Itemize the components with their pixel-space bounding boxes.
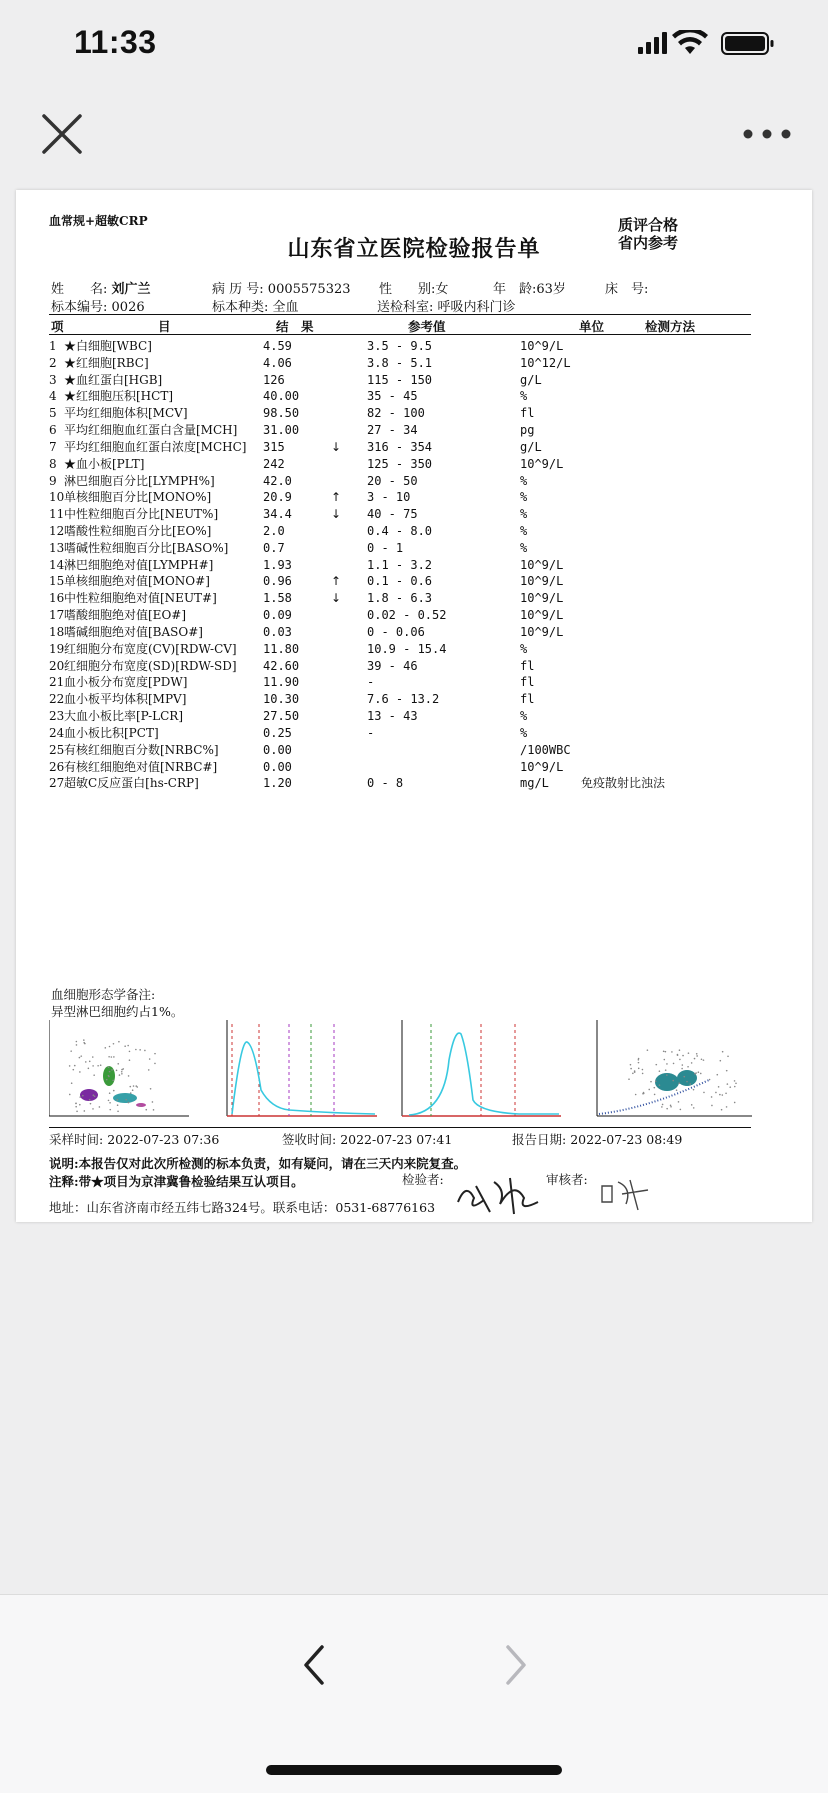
result-row <box>49 456 759 473</box>
histogram-rbc <box>402 1020 561 1116</box>
result-item-name <box>49 691 187 708</box>
result-row <box>49 439 759 456</box>
header-reference: 参考值 <box>408 319 446 334</box>
result-value: 10.30 <box>263 692 300 707</box>
result-item-name <box>49 372 163 389</box>
result-unit: fl <box>520 675 535 690</box>
result-item-number: 7 <box>49 439 57 454</box>
status-icons <box>638 30 788 62</box>
result-item-label: 淋巴细胞百分比[LYMPH%] <box>64 473 215 488</box>
result-item-number: 2 <box>49 355 57 370</box>
cell-histograms <box>49 1020 752 1120</box>
result-item-name <box>49 506 219 523</box>
note-statement: 说明:本报告仅对此次所检测的标本负责，如有疑问，请在三天内来院复查。 <box>49 1156 467 1171</box>
result-item-label: ★血红蛋白[HGB] <box>64 372 163 387</box>
result-item-name <box>49 759 218 776</box>
scattergram-plt <box>597 1020 752 1116</box>
result-unit: 10^9/L <box>520 624 564 639</box>
result-row <box>49 658 759 675</box>
result-item-label: 超敏C反应蛋白[hs-CRP] <box>64 776 199 791</box>
result-item-name <box>49 658 237 675</box>
header-item-a: 项 <box>51 319 64 334</box>
result-row <box>49 742 759 759</box>
result-row <box>49 775 759 792</box>
result-item-number: 22 <box>49 692 65 707</box>
result-item-label: 单核细胞绝对值[MONO#] <box>64 574 210 589</box>
patient-name-field: 姓 名: 刘广兰 <box>51 282 151 297</box>
reference-range: 0 - 8 <box>367 776 404 791</box>
result-item-label: 平均红细胞血红蛋白浓度[MCHC] <box>64 439 247 454</box>
result-value: 27.50 <box>263 709 300 724</box>
result-unit: % <box>520 389 528 404</box>
abnormal-flag: ↓ <box>331 591 342 606</box>
result-item-number: 15 <box>49 574 65 589</box>
report-title: 山东省立医院检验报告单 <box>287 236 541 262</box>
result-unit: % <box>520 524 528 539</box>
inspector-label: 检验者: <box>402 1172 444 1187</box>
result-unit: 10^9/L <box>520 456 564 471</box>
result-item-name <box>49 355 149 372</box>
result-value: 11.90 <box>263 675 300 690</box>
divider <box>49 314 751 315</box>
result-item-label: 血小板平均体积[MPV] <box>64 692 187 707</box>
wifi-icon <box>672 30 708 54</box>
result-item-number: 24 <box>49 725 65 740</box>
result-row <box>49 557 759 574</box>
result-item-label: 嗜碱性粒细胞百分比[BASO%] <box>64 540 229 555</box>
more-options-button[interactable] <box>742 122 792 146</box>
result-value: 0.00 <box>263 742 292 757</box>
result-item-name <box>49 489 212 506</box>
test-method: 免疫散射比浊法 <box>581 776 666 791</box>
age-field: 年 龄:63岁 <box>493 282 566 297</box>
result-value: 0.00 <box>263 759 292 774</box>
result-unit: % <box>520 473 528 488</box>
result-unit: % <box>520 490 528 505</box>
result-item-name <box>49 388 174 405</box>
result-value: 126 <box>263 372 285 387</box>
sample-number-field: 标本编号: 0026 <box>51 300 145 315</box>
result-unit: % <box>520 507 528 522</box>
top-bar <box>0 88 828 188</box>
result-item-name <box>49 473 215 490</box>
patient-name: 刘广兰 <box>111 282 151 297</box>
result-row <box>49 355 759 372</box>
result-unit: /100WBC <box>520 742 571 757</box>
result-row <box>49 422 759 439</box>
result-item-label: ★红细胞[RBC] <box>64 355 149 370</box>
result-item-name <box>49 573 210 590</box>
quality-stamp: 质评合格 省内参考 <box>618 216 679 252</box>
result-item-label: 平均红细胞体积[MCV] <box>64 406 188 421</box>
result-item-name <box>49 742 219 759</box>
chevron-left-icon <box>290 1639 338 1691</box>
receive-time-field: 签收时间: 2022-07-23 07:41 <box>282 1132 453 1147</box>
result-value: 1.20 <box>263 776 292 791</box>
reference-range: 0 - 0.06 <box>367 624 425 639</box>
more-horizontal-icon <box>742 122 792 146</box>
reference-range: 39 - 46 <box>367 658 418 673</box>
result-unit: pg <box>520 423 535 438</box>
result-row <box>49 759 759 776</box>
result-row <box>49 338 759 355</box>
sample-number: 0026 <box>111 300 145 315</box>
scattergram-diff <box>49 1020 189 1116</box>
result-row <box>49 388 759 405</box>
result-row <box>49 405 759 422</box>
lab-report-document <box>16 190 812 1222</box>
result-item-number: 14 <box>49 557 65 572</box>
reference-range: 10.9 - 15.4 <box>367 641 447 656</box>
abnormal-flag: ↓ <box>331 507 342 522</box>
close-button[interactable] <box>36 108 88 160</box>
department: 呼吸内科门诊 <box>437 300 516 315</box>
result-item-label: 淋巴细胞绝对值[LYMPH#] <box>64 557 214 572</box>
result-item-number: 3 <box>49 372 57 387</box>
result-item-number: 17 <box>49 608 65 623</box>
result-item-number: 21 <box>49 675 65 690</box>
result-value: 0.09 <box>263 608 292 623</box>
divider <box>49 334 751 335</box>
reference-range: 35 - 45 <box>367 389 418 404</box>
sample-type: 全血 <box>272 300 299 315</box>
result-item-number: 6 <box>49 423 57 438</box>
result-item-name <box>49 540 229 557</box>
reference-range: 125 - 350 <box>367 456 433 471</box>
abnormal-flag: ↑ <box>331 490 342 505</box>
reference-range: 3 - 10 <box>367 490 411 505</box>
close-icon <box>36 108 88 160</box>
sample-time-field: 采样时间: 2022-07-23 07:36 <box>49 1132 220 1147</box>
result-unit: 10^9/L <box>520 557 564 572</box>
home-indicator[interactable] <box>266 1765 562 1775</box>
result-item-number: 4 <box>49 389 57 404</box>
result-row <box>49 624 759 641</box>
result-unit: fl <box>520 406 535 421</box>
result-value: 34.4 <box>263 507 292 522</box>
status-bar <box>0 0 828 88</box>
result-item-number: 18 <box>49 624 65 639</box>
reference-range: 40 - 75 <box>367 507 418 522</box>
back-button[interactable] <box>290 1639 338 1691</box>
result-item-label: 嗜碱细胞绝对值[BASO#] <box>64 624 203 639</box>
reference-range: 27 - 34 <box>367 423 418 438</box>
result-item-number: 5 <box>49 406 57 421</box>
result-row <box>49 372 759 389</box>
result-item-number: 1 <box>49 339 57 353</box>
result-item-label: 大血小板比率[P-LCR] <box>64 709 184 724</box>
reference-range: 1.1 - 3.2 <box>367 557 433 572</box>
result-row <box>49 506 759 523</box>
result-item-label: 中性粒细胞绝对值[NEUT#] <box>64 591 217 606</box>
result-item-name <box>49 607 187 624</box>
gender-value: 女 <box>435 282 449 297</box>
result-item-name <box>49 775 199 792</box>
abnormal-flag: ↑ <box>331 574 342 589</box>
abnormal-flag: ↓ <box>331 439 342 454</box>
reviewer-label: 审核者: <box>546 1172 588 1187</box>
reference-range: 3.8 - 5.1 <box>367 355 433 370</box>
reference-range: 82 - 100 <box>367 406 425 421</box>
hospital-address: 地址：山东省济南市经五纬七路324号。联系电话：0531-68776163 <box>49 1200 436 1215</box>
result-item-label: 单核细胞百分比[MONO%] <box>64 490 212 505</box>
result-item-name <box>49 624 203 641</box>
result-item-label: 红细胞分布宽度(CV)[RDW-CV] <box>64 641 237 656</box>
result-item-name <box>49 405 188 422</box>
result-unit: 10^9/L <box>520 759 564 774</box>
result-item-label: 平均红细胞血红蛋白含量[MCH] <box>64 423 238 438</box>
reference-range: 1.8 - 6.3 <box>367 591 433 606</box>
result-row <box>49 540 759 557</box>
result-item-number: 16 <box>49 591 65 606</box>
result-value: 0.03 <box>263 624 292 639</box>
result-item-label: 血小板分布宽度[PDW] <box>64 675 188 690</box>
reference-range: 0.02 - 0.52 <box>367 608 447 623</box>
result-unit: fl <box>520 658 535 673</box>
result-value: 40.00 <box>263 389 300 404</box>
reference-range: 0 - 1 <box>367 540 404 555</box>
result-item-number: 25 <box>49 742 65 757</box>
result-value: 20.9 <box>263 490 292 505</box>
result-unit: 10^9/L <box>520 608 564 623</box>
result-value: 1.58 <box>263 591 292 606</box>
remark-text: 异型淋巴细胞约占1%。 <box>51 1004 184 1019</box>
result-item-name <box>49 523 212 540</box>
result-item-number: 27 <box>49 776 65 791</box>
report-date: 2022-07-23 08:49 <box>570 1132 683 1147</box>
result-item-label: ★红细胞压积[HCT] <box>64 389 174 404</box>
result-row <box>49 489 759 506</box>
gender-field: 性 别:女 <box>379 282 449 297</box>
result-unit: g/L <box>520 439 542 454</box>
result-item-label: 血小板比积[PCT] <box>64 725 159 740</box>
result-item-name <box>49 557 214 574</box>
result-unit: mg/L <box>520 776 549 791</box>
result-item-name <box>49 422 238 439</box>
result-value: 1.93 <box>263 557 292 572</box>
result-item-label: 有核红细胞绝对值[NRBC#] <box>64 759 218 774</box>
cellular-signal-icon <box>638 32 667 54</box>
result-value: 31.00 <box>263 423 300 438</box>
result-item-name <box>49 708 184 725</box>
result-value: 4.59 <box>263 339 292 353</box>
header-result: 结 果 <box>276 319 314 334</box>
result-row <box>49 691 759 708</box>
remark-label: 血细胞形态学备注: <box>51 987 156 1002</box>
result-value: 0.7 <box>263 540 285 555</box>
result-row <box>49 590 759 607</box>
result-item-name <box>49 590 217 607</box>
reference-range: 7.6 - 13.2 <box>367 692 440 707</box>
result-value: 11.80 <box>263 641 300 656</box>
result-row <box>49 708 759 725</box>
result-unit: fl <box>520 692 535 707</box>
result-value: 42.60 <box>263 658 300 673</box>
header-method: 检测方法 <box>645 319 696 334</box>
result-row <box>49 473 759 490</box>
reference-range: 20 - 50 <box>367 473 418 488</box>
result-row <box>49 523 759 540</box>
result-item-label: 红细胞分布宽度(SD)[RDW-SD] <box>64 658 237 673</box>
result-value: 0.25 <box>263 725 292 740</box>
sample-time: 2022-07-23 07:36 <box>107 1132 220 1147</box>
reviewer-signature <box>598 1174 658 1214</box>
status-time: 11:33 <box>74 24 157 60</box>
result-item-label: ★白细胞[WBC] <box>64 339 152 353</box>
result-item-number: 23 <box>49 709 65 724</box>
result-unit: 10^9/L <box>520 574 564 589</box>
result-row <box>49 573 759 590</box>
result-item-number: 12 <box>49 524 65 539</box>
result-row <box>49 725 759 742</box>
result-unit: g/L <box>520 372 542 387</box>
result-unit: % <box>520 709 528 724</box>
result-value: 98.50 <box>263 406 300 421</box>
result-item-number: 19 <box>49 641 65 656</box>
reference-range: 0.4 - 8.0 <box>367 524 433 539</box>
bed-field: 床 号: <box>605 282 649 297</box>
sample-type-field: 标本种类: 全血 <box>212 300 299 315</box>
result-value: 42.0 <box>263 473 292 488</box>
receive-time: 2022-07-23 07:41 <box>340 1132 453 1147</box>
result-value: 315 <box>263 439 285 454</box>
divider <box>49 1127 751 1128</box>
reference-range: 316 - 354 <box>367 439 433 454</box>
result-item-name <box>49 725 159 742</box>
reference-range: 115 - 150 <box>367 372 433 387</box>
result-unit: 10^12/L <box>520 355 571 370</box>
note-annotation: 注释:带★项目为京津冀鲁检验结果互认项目。 <box>49 1174 304 1189</box>
result-item-number: 26 <box>49 759 65 774</box>
result-item-name <box>49 338 152 355</box>
result-row <box>49 607 759 624</box>
reference-range: - <box>367 725 375 740</box>
header-unit: 单位 <box>579 319 605 334</box>
result-row <box>49 641 759 658</box>
battery-icon <box>722 33 774 54</box>
result-item-number: 13 <box>49 540 65 555</box>
result-value: 0.96 <box>263 574 292 589</box>
test-type: 血常规+超敏CRP <box>49 214 148 228</box>
result-unit: % <box>520 725 528 740</box>
result-item-label: 嗜酸性粒细胞百分比[EO%] <box>64 524 212 539</box>
reference-range: - <box>367 675 375 690</box>
department-field: 送检科室: 呼吸内科门诊 <box>377 300 516 315</box>
result-item-number: 10 <box>49 490 65 505</box>
result-item-name <box>49 456 145 473</box>
result-item-label: 中性粒细胞百分比[NEUT%] <box>64 507 219 522</box>
result-item-label: 有核红细胞百分数[NRBC%] <box>64 742 219 757</box>
result-item-name <box>49 674 188 691</box>
result-row <box>49 674 759 691</box>
result-value: 4.06 <box>263 355 292 370</box>
result-item-label: 嗜酸细胞绝对值[EO#] <box>64 608 187 623</box>
reference-range: 3.5 - 9.5 <box>367 339 433 353</box>
result-item-name <box>49 641 237 658</box>
age-value: 63岁 <box>536 282 566 297</box>
header-item-b: 目 <box>158 319 171 334</box>
reference-range: 13 - 43 <box>367 709 418 724</box>
result-item-label: ★血小板[PLT] <box>64 456 145 471</box>
result-item-number: 9 <box>49 473 57 488</box>
result-unit: % <box>520 540 528 555</box>
result-item-name <box>49 439 247 456</box>
reference-range: 0.1 - 0.6 <box>367 574 433 589</box>
result-item-number: 11 <box>49 507 65 522</box>
chevron-right-icon <box>492 1639 540 1691</box>
record-number: 0005575323 <box>267 282 351 297</box>
result-item-number: 20 <box>49 658 65 673</box>
result-item-number: 8 <box>49 456 57 471</box>
result-value: 242 <box>263 456 285 471</box>
report-date-field: 报告日期: 2022-07-23 08:49 <box>512 1132 683 1147</box>
result-unit: 10^9/L <box>520 591 564 606</box>
result-value: 2.0 <box>263 524 285 539</box>
histogram-wbc <box>227 1020 377 1116</box>
bottom-toolbar <box>0 1594 828 1793</box>
result-unit: 10^9/L <box>520 339 564 353</box>
inspector-signature <box>454 1172 544 1218</box>
record-number-field: 病 历 号: 0005575323 <box>212 282 351 297</box>
forward-button[interactable] <box>492 1639 540 1691</box>
result-unit: % <box>520 641 528 656</box>
